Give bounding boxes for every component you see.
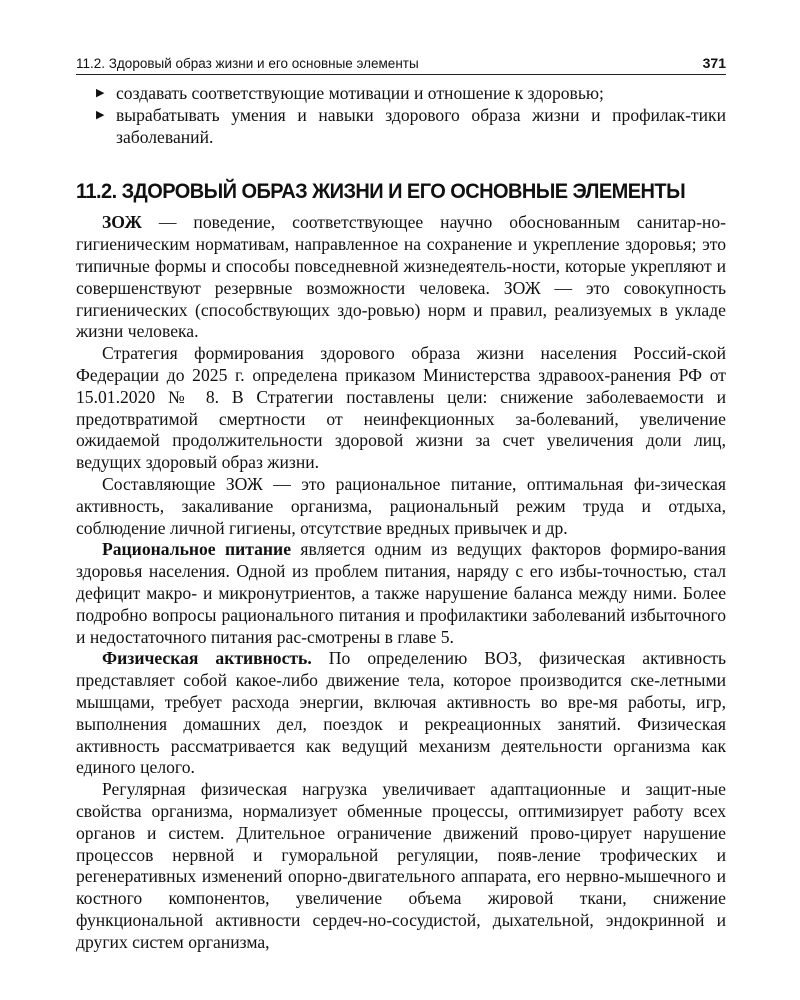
term-bold: ЗОЖ: [102, 212, 142, 233]
section-heading: 11.2. ЗДОРОВЫЙ ОБРАЗ ЖИЗНИ И ЕГО ОСНОВНЫЕ ЭЛЕМЕНТЫ: [76, 179, 686, 204]
bullet-text: создавать соответствующие мотивации и отношение к здоровью;: [116, 83, 604, 103]
paragraph-strategy: Стратегия формирования здорового образа жизни населения Россий-ской Федерации до 2025 г. определена приказом Министерства здравоох-ранения РФ от 15.01.2020 № 8. В Стратегии поставлены цели: снижение заболеваемости и предотвратимой смертности от неинфекционных за-болеваний, увеличение ожидаемой продолжительности здоровой жизни за счет увеличения доли лиц, ведущих здоровый образ жизни.: [76, 343, 726, 473]
paragraph-components: Составляющие ЗОЖ — это рациональное питание, оптимальная фи-зическая активность, закаливание организма, рациональный режим труда и отдыха, соблюдение личной гигиены, отсутствие вредных привычек и др.: [76, 473, 726, 538]
bullet-text: вырабатывать умения и навыки здорового образа жизни и профилак-тики заболеваний.: [116, 104, 726, 147]
running-title: 11.2. Здоровый образ жизни и его основные элементы: [76, 56, 419, 71]
section-body: [76, 212, 726, 953]
book-page: [76, 55, 726, 953]
paragraph-physical-activity: Физическая активность. По определению ВОЗ, физическая активность представляет собой какое-либо движение тела, которое производится ске-летными мышцами, требует расхода энергии, включая активность во вре-мя работы, игр, выполнения домашних дел, поездок и рекреационных занятий. Физическая активность рассматривается как ведущий механизм деятельности организма как единого целого.: [76, 648, 726, 778]
triangle-bullet-icon: ▶: [96, 87, 105, 99]
term-bold: Рациональное питание: [102, 539, 292, 560]
bullet-item: [76, 83, 726, 105]
paragraph-zozh: ЗОЖ — поведение, соответствующее научно обоснованным санитар-но-гигиеническим нормативам, направленное на сохранение и укрепление здоровья; это типичные формы и способы повседневной жизнедеятель-ности, которые укрепляют и совершенствуют резервные возможности человека. ЗОЖ — это совокупность гигиенических (способствующих здо-ровью) норм и правил, реализуемых в укладе жизни человека.: [76, 212, 726, 342]
bullet-item: [76, 105, 726, 149]
term-bold: Физическая активность.: [102, 648, 312, 669]
paragraph-regular-exercise: Регулярная физическая нагрузка увеличивает адаптационные и защит-ные свойства организма, нормализует обменные процессы, оптимизирует работу всех органов и систем. Длительное ограничение движений прово-цирует нарушение процессов нервной и гуморальной регуляции, появ-ление трофических и регенеративных изменений опорно-двигательного аппарата, его нервно-мышечного и костного компонентов, увеличение объема жировой ткани, снижение функциональной активности сердеч-но-сосудистой, дыхательной, эндокринной и других систем организма,: [76, 779, 726, 952]
running-header: [76, 55, 726, 75]
bullet-list: [76, 83, 726, 148]
triangle-bullet-icon: ▶: [96, 108, 105, 121]
paragraph-nutrition: Рациональное питание является одним из ведущих факторов формиро-вания здоровья населения. Одной из проблем питания, наряду с его избы-точностью, стал дефицит макро- и микронутриентов, а также нарушение баланса между ними. Более подробно вопросы рационального питания и профилактики заболеваний избыточного и недостаточного питания рас-смотрены в главе 5.: [76, 539, 727, 647]
page-number: 371: [702, 55, 726, 71]
